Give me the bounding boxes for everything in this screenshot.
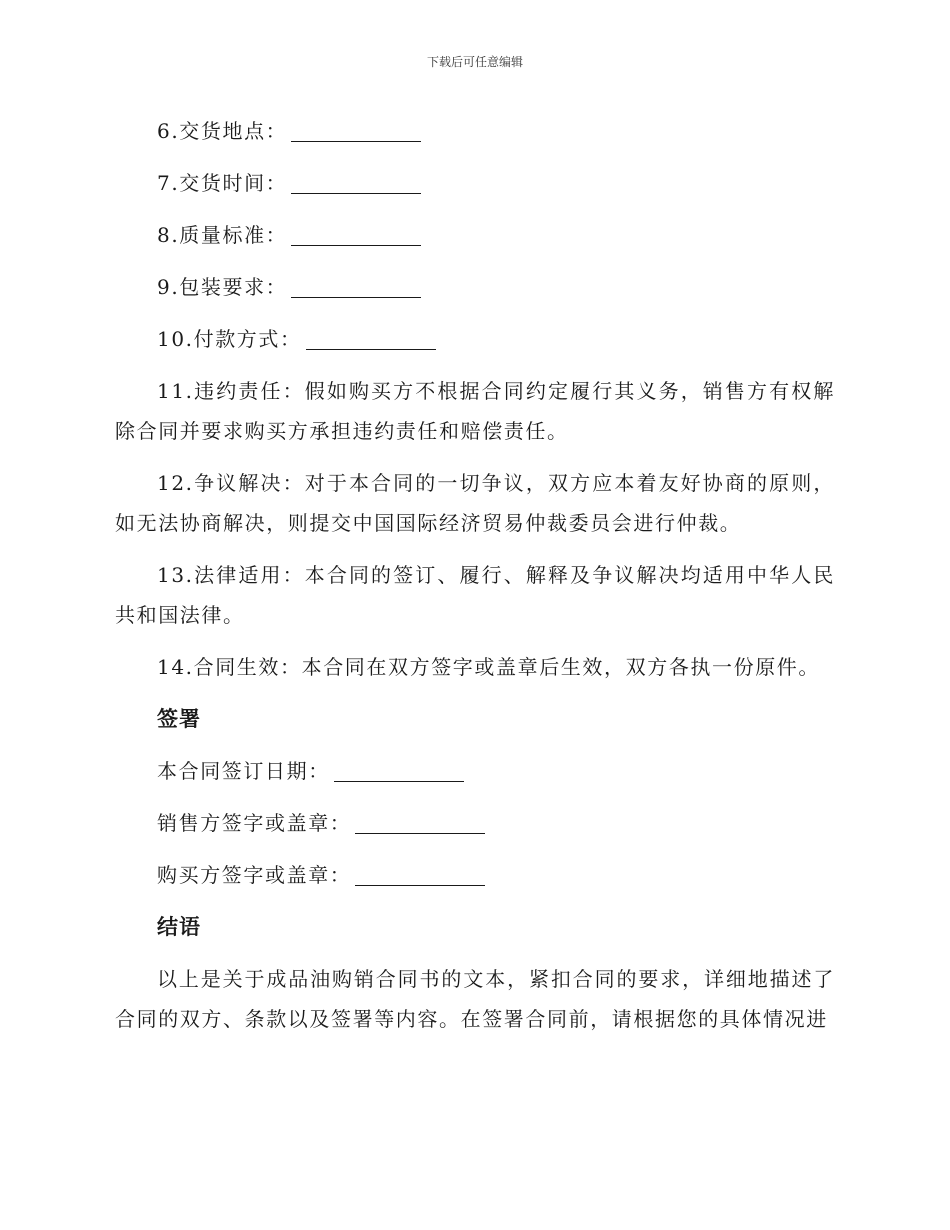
blank-line xyxy=(291,275,421,298)
blank-line xyxy=(355,863,485,886)
field-label: 本合同签订日期： xyxy=(157,759,330,783)
document-body xyxy=(115,111,835,1051)
blank-line xyxy=(291,171,421,194)
field-label: 9.包装要求： xyxy=(157,275,288,299)
field-buyer-signature xyxy=(115,855,835,895)
field-label: 10.付款方式： xyxy=(157,327,302,351)
field-label: 8.质量标准： xyxy=(157,223,288,247)
blank-line xyxy=(355,811,485,834)
blank-line xyxy=(291,223,421,246)
blank-line xyxy=(306,327,436,350)
field-payment-method xyxy=(115,319,835,359)
field-label: 购买方签字或盖章： xyxy=(157,863,352,887)
clause-effectiveness: 14.合同生效：本合同在双方签字或盖章后生效，双方各执一份原件。 xyxy=(157,655,821,679)
page-header-note: 下载后可任意编辑 xyxy=(426,55,523,69)
section-heading-conclusion: 结语 xyxy=(157,915,201,939)
field-label: 6.交货地点： xyxy=(157,119,288,143)
clause-breach-liability: 11.违约责任：假如购买方不根据合同约定履行其义务，销售方有权解除合同并要求购买方承担违约责任和赔偿责任。 xyxy=(115,379,835,443)
field-label: 销售方签字或盖章： xyxy=(157,811,352,835)
field-signing-date xyxy=(115,751,835,791)
field-quality-standard xyxy=(115,215,835,255)
clause-dispute-resolution: 12.争议解决：对于本合同的一切争议，双方应本着友好协商的原则，如无法协商解决，则提交中国国际经济贸易仲裁委员会进行仲裁。 xyxy=(115,471,835,535)
field-label: 7.交货时间： xyxy=(157,171,288,195)
conclusion-paragraph: 以上是关于成品油购销合同书的文本，紧扣合同的要求，详细地描述了合同的双方、条款以及签署等内容。在签署合同前，请根据您的具体情况进 xyxy=(115,967,835,1031)
field-seller-signature xyxy=(115,803,835,843)
blank-line xyxy=(291,119,421,142)
field-delivery-location xyxy=(115,111,835,151)
blank-line xyxy=(334,759,464,782)
clause-applicable-law: 13.法律适用：本合同的签订、履行、解释及争议解决均适用中华人民共和国法律。 xyxy=(115,563,835,627)
section-heading-signature: 签署 xyxy=(157,707,201,731)
field-delivery-time xyxy=(115,163,835,203)
field-packaging-requirement xyxy=(115,267,835,307)
